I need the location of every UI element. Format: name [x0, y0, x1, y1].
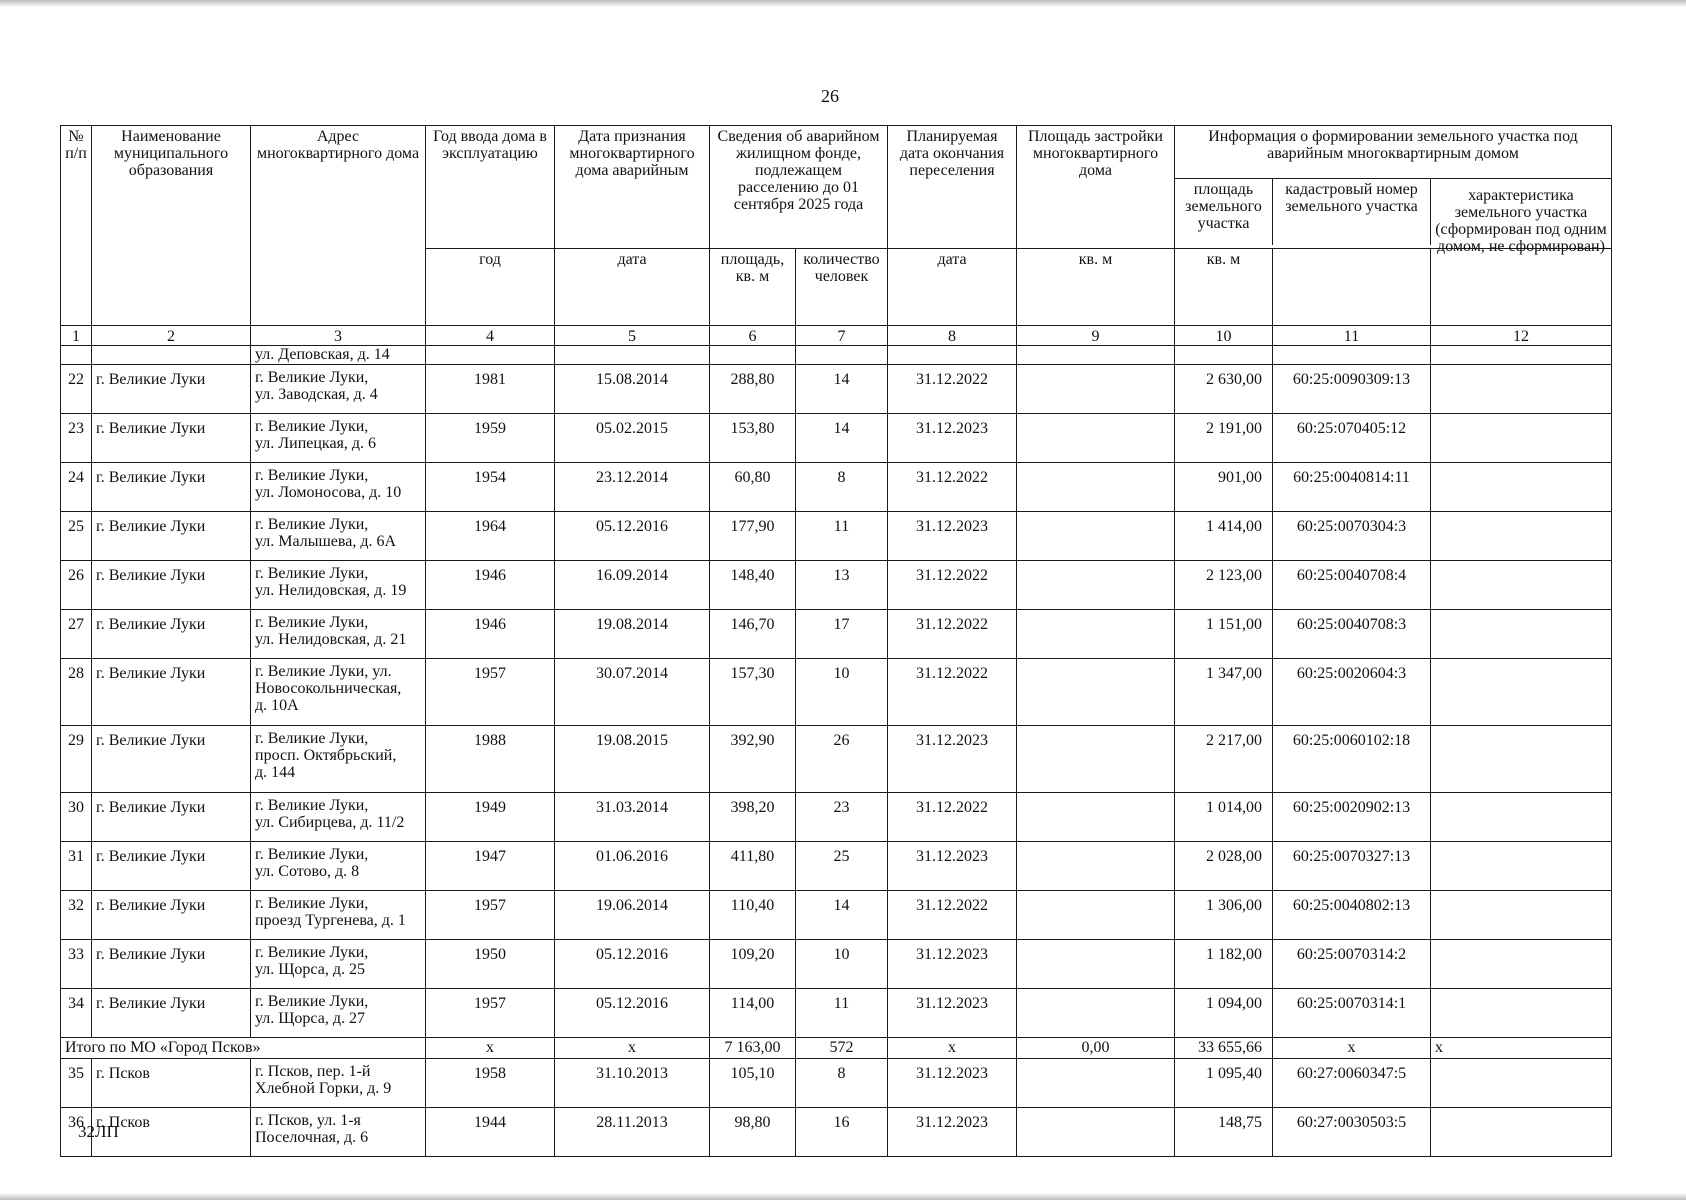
- row-building-area: [1017, 1059, 1175, 1108]
- row-people: 8: [796, 1059, 888, 1108]
- row-land-characteristic: [1431, 365, 1612, 414]
- row-planned-date: 31.12.2023: [888, 1108, 1017, 1157]
- row-emergency-date: 30.07.2014: [555, 659, 710, 726]
- row-number: 27: [61, 610, 92, 659]
- table-row: [61, 659, 1612, 726]
- row-municipality: г. Псков: [92, 1059, 251, 1108]
- table-row: [61, 512, 1612, 561]
- row-people: 10: [796, 659, 888, 726]
- unit-people: количество человек: [796, 249, 888, 326]
- address-line: просп. Октябрьский,: [255, 747, 397, 764]
- row-building-area: [1017, 842, 1175, 891]
- column-numbers-row: [61, 326, 1612, 346]
- row-number: 22: [61, 365, 92, 414]
- total-characteristic: x: [1431, 1038, 1612, 1059]
- row-land-area: 1 347,00: [1175, 659, 1273, 726]
- row-land-area: 2 217,00: [1175, 726, 1273, 793]
- row-people: 13: [796, 561, 888, 610]
- header-emergency-date: Дата признания многоквартирного дома аварийным: [555, 126, 710, 249]
- row-land-characteristic: [1431, 463, 1612, 512]
- row-building-area: [1017, 414, 1175, 463]
- row-planned-date: 31.12.2023: [888, 940, 1017, 989]
- row-municipality: г. Великие Луки: [92, 726, 251, 793]
- row-number: 28: [61, 659, 92, 726]
- table-row: [61, 989, 1612, 1038]
- unit-year: год: [426, 249, 555, 326]
- column-number: 8: [888, 326, 1017, 346]
- unit-date: дата: [555, 249, 710, 326]
- row-cadastral-number: 60:25:0040814:11: [1273, 463, 1431, 512]
- row-cadastral-number: 60:25:0070314:2: [1273, 940, 1431, 989]
- address-line: Поселочная, д. 6: [255, 1129, 369, 1146]
- unit-planned-date: дата: [888, 249, 1017, 326]
- address-line: г. Псков, пер. 1-й: [255, 1063, 371, 1080]
- row-building-area: [1017, 891, 1175, 940]
- continued-address: ул. Деповская, д. 14: [251, 346, 426, 365]
- row-area: 60,80: [710, 463, 796, 512]
- row-emergency-date: 05.12.2016: [555, 989, 710, 1038]
- table-row: [61, 891, 1612, 940]
- row-area: 177,90: [710, 512, 796, 561]
- address-line: д. 144: [255, 764, 296, 781]
- row-address: [251, 365, 426, 414]
- row-people: 23: [796, 793, 888, 842]
- row-area: 146,70: [710, 610, 796, 659]
- row-area: 157,30: [710, 659, 796, 726]
- row-address: [251, 463, 426, 512]
- header-commission-year: Год ввода дома в эксплуатацию: [426, 126, 555, 249]
- table-row: [61, 726, 1612, 793]
- row-area: 288,80: [710, 365, 796, 414]
- unit-land-area: кв. м: [1175, 249, 1273, 326]
- column-number: 12: [1431, 326, 1612, 346]
- address-line: проезд Тургенева, д. 1: [255, 912, 406, 929]
- row-address: [251, 940, 426, 989]
- column-number: 2: [92, 326, 251, 346]
- row-emergency-date: 31.03.2014: [555, 793, 710, 842]
- page-number: 26: [821, 86, 839, 106]
- row-year: 1944: [426, 1108, 555, 1157]
- address-line: г. Великие Луки,: [255, 730, 369, 747]
- row-cadastral-number: 60:25:070405:12: [1273, 414, 1431, 463]
- row-building-area: [1017, 610, 1175, 659]
- row-address: [251, 561, 426, 610]
- row-address: [251, 842, 426, 891]
- row-cadastral-number: 60:25:0020604:3: [1273, 659, 1431, 726]
- address-line: г. Великие Луки,: [255, 993, 369, 1010]
- emergency-housing-table: [60, 125, 1612, 1157]
- row-building-area: [1017, 1108, 1175, 1157]
- row-municipality: г. Великие Луки: [92, 659, 251, 726]
- row-municipality: г. Псков: [92, 1108, 251, 1157]
- row-emergency-date: 05.12.2016: [555, 512, 710, 561]
- row-emergency-date: 31.10.2013: [555, 1059, 710, 1108]
- column-number: 4: [426, 326, 555, 346]
- row-cadastral-number: 60:25:0060102:18: [1273, 726, 1431, 793]
- row-cadastral-number: 60:25:0090309:13: [1273, 365, 1431, 414]
- row-planned-date: 31.12.2022: [888, 793, 1017, 842]
- row-building-area: [1017, 512, 1175, 561]
- address-line: ул. Липецкая, д. 6: [255, 435, 377, 452]
- row-number: 24: [61, 463, 92, 512]
- column-number: 5: [555, 326, 710, 346]
- total-planned-date: x: [888, 1038, 1017, 1059]
- row-area: 114,00: [710, 989, 796, 1038]
- row-cadastral-number: 60:25:0040708:4: [1273, 561, 1431, 610]
- address-line: г. Великие Луки,: [255, 467, 369, 484]
- row-planned-date: 31.12.2023: [888, 414, 1017, 463]
- row-area: 110,40: [710, 891, 796, 940]
- row-land-area: 148,75: [1175, 1108, 1273, 1157]
- row-municipality: г. Великие Луки: [92, 365, 251, 414]
- row-cadastral-number: 60:27:0060347:5: [1273, 1059, 1431, 1108]
- row-land-area: 901,00: [1175, 463, 1273, 512]
- row-land-characteristic: [1431, 891, 1612, 940]
- row-land-characteristic: [1431, 989, 1612, 1038]
- header-land-characteristic-text: характеристика земельного участка (сформирован под одним домом, не сформирован): [1431, 249, 1612, 326]
- address-line: г. Великие Луки,: [255, 846, 369, 863]
- row-year: 1946: [426, 561, 555, 610]
- row-municipality: г. Великие Луки: [92, 463, 251, 512]
- scan-edge-bottom: [0, 1194, 1686, 1200]
- header-cadastral-number: кадастровый номер земельного участка: [1273, 179, 1431, 245]
- header-land-info-title: Информация о формировании земельного участка под аварийным многоквартирным домом: [1208, 128, 1578, 162]
- row-number: 25: [61, 512, 92, 561]
- row-year: 1981: [426, 365, 555, 414]
- address-line: Хлебной Горки, д. 9: [255, 1080, 392, 1097]
- table-row: [61, 610, 1612, 659]
- column-number: 9: [1017, 326, 1175, 346]
- row-building-area: [1017, 561, 1175, 610]
- column-number: 1: [61, 326, 92, 346]
- address-line: г. Великие Луки, ул.: [255, 663, 392, 680]
- row-area: 148,40: [710, 561, 796, 610]
- row-municipality: г. Великие Луки: [92, 891, 251, 940]
- row-address: [251, 1059, 426, 1108]
- table-row: [61, 940, 1612, 989]
- row-year: 1946: [426, 610, 555, 659]
- table-row: [61, 414, 1612, 463]
- column-number: 11: [1273, 326, 1431, 346]
- row-land-characteristic: [1431, 659, 1612, 726]
- total-area: 7 163,00: [710, 1038, 796, 1059]
- address-line: ул. Щорса, д. 25: [255, 961, 365, 978]
- row-year: 1949: [426, 793, 555, 842]
- total-label: Итого по МО «Город Псков»: [61, 1038, 426, 1059]
- row-planned-date: 31.12.2022: [888, 365, 1017, 414]
- total-building-area: 0,00: [1017, 1038, 1175, 1059]
- row-emergency-date: 19.06.2014: [555, 891, 710, 940]
- row-number: 33: [61, 940, 92, 989]
- row-municipality: г. Великие Луки: [92, 842, 251, 891]
- row-land-area: 2 191,00: [1175, 414, 1273, 463]
- address-line: г. Великие Луки,: [255, 418, 369, 435]
- address-line: г. Великие Луки,: [255, 369, 369, 386]
- row-building-area: [1017, 726, 1175, 793]
- row-address: [251, 659, 426, 726]
- row-year: 1964: [426, 512, 555, 561]
- header-planned-date: Планируемая дата окончания переселения: [888, 126, 1017, 249]
- address-line: ул. Ломоносова, д. 10: [255, 484, 402, 501]
- row-land-characteristic: [1431, 1108, 1612, 1157]
- address-line: г. Великие Луки,: [255, 944, 369, 961]
- row-building-area: [1017, 940, 1175, 989]
- row-emergency-date: 01.06.2016: [555, 842, 710, 891]
- row-planned-date: 31.12.2022: [888, 463, 1017, 512]
- row-number: 23: [61, 414, 92, 463]
- row-cadastral-number: 60:25:0070327:13: [1273, 842, 1431, 891]
- row-area: 153,80: [710, 414, 796, 463]
- row-area: 392,90: [710, 726, 796, 793]
- row-number: 26: [61, 561, 92, 610]
- table-row: [61, 561, 1612, 610]
- row-year: 1950: [426, 940, 555, 989]
- total-people: 572: [796, 1038, 888, 1059]
- address-line: ул. Заводская, д. 4: [255, 386, 378, 403]
- row-cadastral-number: 60:25:0040708:3: [1273, 610, 1431, 659]
- row-cadastral-number: 60:25:0070304:3: [1273, 512, 1431, 561]
- row-emergency-date: 19.08.2014: [555, 610, 710, 659]
- address-line: ул. Нелидовская, д. 19: [255, 582, 407, 599]
- column-number: 10: [1175, 326, 1273, 346]
- row-municipality: г. Великие Луки: [92, 610, 251, 659]
- row-building-area: [1017, 463, 1175, 512]
- row-people: 17: [796, 610, 888, 659]
- row-municipality: г. Великие Луки: [92, 561, 251, 610]
- row-municipality: г. Великие Луки: [92, 940, 251, 989]
- continued-row: [61, 346, 1612, 365]
- row-number: 35: [61, 1059, 92, 1108]
- row-land-area: 2 028,00: [1175, 842, 1273, 891]
- row-planned-date: 31.12.2022: [888, 610, 1017, 659]
- address-line: г. Великие Луки,: [255, 614, 369, 631]
- table-row: [61, 463, 1612, 512]
- address-line: ул. Щорса, д. 27: [255, 1010, 365, 1027]
- row-people: 25: [796, 842, 888, 891]
- row-address: [251, 989, 426, 1038]
- row-year: 1957: [426, 659, 555, 726]
- row-people: 11: [796, 989, 888, 1038]
- address-line: ул. Нелидовская, д. 21: [255, 631, 407, 648]
- row-people: 14: [796, 414, 888, 463]
- row-address: [251, 610, 426, 659]
- table-row: [61, 842, 1612, 891]
- scan-edge-top: [0, 0, 1686, 6]
- row-number: 34: [61, 989, 92, 1038]
- header-land-area: площадь земельного участка: [1175, 179, 1273, 245]
- row-emergency-date: 05.12.2016: [555, 940, 710, 989]
- row-cadastral-number: 60:25:0040802:13: [1273, 891, 1431, 940]
- row-emergency-date: 23.12.2014: [555, 463, 710, 512]
- row-land-characteristic: [1431, 610, 1612, 659]
- column-number: 3: [251, 326, 426, 346]
- address-line: ул. Сибирцева, д. 11/2: [255, 814, 405, 831]
- total-row: [61, 1038, 1612, 1059]
- row-number: 31: [61, 842, 92, 891]
- row-municipality: г. Великие Луки: [92, 989, 251, 1038]
- row-emergency-date: 16.09.2014: [555, 561, 710, 610]
- total-year: x: [426, 1038, 555, 1059]
- row-land-characteristic: [1431, 1059, 1612, 1108]
- table-row: [61, 1059, 1612, 1108]
- row-cadastral-number: 60:27:0030503:5: [1273, 1108, 1431, 1157]
- row-area: 411,80: [710, 842, 796, 891]
- row-building-area: [1017, 659, 1175, 726]
- row-land-characteristic: [1431, 940, 1612, 989]
- row-area: 105,10: [710, 1059, 796, 1108]
- row-land-area: 1 094,00: [1175, 989, 1273, 1038]
- row-emergency-date: 15.08.2014: [555, 365, 710, 414]
- row-people: 16: [796, 1108, 888, 1157]
- row-people: 14: [796, 365, 888, 414]
- row-cadastral-number: 60:25:0070314:1: [1273, 989, 1431, 1038]
- unit-building-area: кв. м: [1017, 249, 1175, 326]
- row-emergency-date: 28.11.2013: [555, 1108, 710, 1157]
- row-planned-date: 31.12.2023: [888, 512, 1017, 561]
- address-line: г. Великие Луки,: [255, 565, 369, 582]
- row-people: 14: [796, 891, 888, 940]
- column-number: 7: [796, 326, 888, 346]
- row-address: [251, 793, 426, 842]
- row-municipality: г. Великие Луки: [92, 414, 251, 463]
- row-people: 10: [796, 940, 888, 989]
- row-number: 30: [61, 793, 92, 842]
- row-number: 36: [61, 1108, 92, 1157]
- row-land-characteristic: [1431, 414, 1612, 463]
- header-housing-info: Сведения об аварийном жилищном фонде, подлежащем расселению до 01 сентября 2025 года: [710, 126, 888, 249]
- table-row: [61, 793, 1612, 842]
- table-body: [61, 346, 1612, 1157]
- column-number: 6: [710, 326, 796, 346]
- row-planned-date: 31.12.2022: [888, 659, 1017, 726]
- row-building-area: [1017, 989, 1175, 1038]
- row-year: 1988: [426, 726, 555, 793]
- row-municipality: г. Великие Луки: [92, 512, 251, 561]
- footer-code: 32ЛП: [78, 1122, 119, 1141]
- row-area: 398,20: [710, 793, 796, 842]
- table-row: [61, 1108, 1612, 1157]
- row-planned-date: 31.12.2023: [888, 1059, 1017, 1108]
- row-emergency-date: 05.02.2015: [555, 414, 710, 463]
- row-land-area: 1 095,40: [1175, 1059, 1273, 1108]
- row-land-characteristic: [1431, 726, 1612, 793]
- row-planned-date: 31.12.2022: [888, 891, 1017, 940]
- row-municipality: г. Великие Луки: [92, 793, 251, 842]
- header-address: Адрес многоквартирного дома: [251, 126, 426, 326]
- row-cadastral-number: 60:25:0020902:13: [1273, 793, 1431, 842]
- address-line: г. Великие Луки,: [255, 516, 369, 533]
- row-address: [251, 414, 426, 463]
- row-number: 29: [61, 726, 92, 793]
- total-cadastral: x: [1273, 1038, 1431, 1059]
- address-line: д. 10А: [255, 697, 299, 714]
- address-line: ул. Сотово, д. 8: [255, 863, 360, 880]
- row-year: 1957: [426, 891, 555, 940]
- row-number: 32: [61, 891, 92, 940]
- row-land-area: 2 123,00: [1175, 561, 1273, 610]
- row-planned-date: 31.12.2023: [888, 726, 1017, 793]
- row-area: 109,20: [710, 940, 796, 989]
- unit-area: площадь, кв. м: [710, 249, 796, 326]
- address-line: г. Великие Луки,: [255, 797, 369, 814]
- row-year: 1957: [426, 989, 555, 1038]
- address-line: ул. Малышева, д. 6А: [255, 533, 397, 550]
- row-address: [251, 891, 426, 940]
- header-number: № п/п: [61, 126, 92, 326]
- total-land-area: 33 655,66: [1175, 1038, 1273, 1059]
- row-building-area: [1017, 793, 1175, 842]
- row-building-area: [1017, 365, 1175, 414]
- total-date: x: [555, 1038, 710, 1059]
- row-land-area: 1 182,00: [1175, 940, 1273, 989]
- row-land-characteristic: [1431, 561, 1612, 610]
- row-planned-date: 31.12.2023: [888, 989, 1017, 1038]
- row-land-area: 1 414,00: [1175, 512, 1273, 561]
- row-people: 11: [796, 512, 888, 561]
- row-land-area: 2 630,00: [1175, 365, 1273, 414]
- row-land-characteristic: [1431, 793, 1612, 842]
- row-emergency-date: 19.08.2015: [555, 726, 710, 793]
- table-row: [61, 365, 1612, 414]
- address-line: Новосокольническая,: [255, 680, 402, 697]
- row-people: 8: [796, 463, 888, 512]
- row-year: 1958: [426, 1059, 555, 1108]
- row-year: 1959: [426, 414, 555, 463]
- row-land-area: 1 306,00: [1175, 891, 1273, 940]
- address-line: г. Великие Луки,: [255, 895, 369, 912]
- row-address: [251, 1108, 426, 1157]
- row-land-area: 1 014,00: [1175, 793, 1273, 842]
- row-land-characteristic: [1431, 842, 1612, 891]
- row-people: 26: [796, 726, 888, 793]
- row-planned-date: 31.12.2023: [888, 842, 1017, 891]
- row-area: 98,80: [710, 1108, 796, 1157]
- header-building-area: Площадь застройки многоквартирного дома: [1017, 126, 1175, 249]
- row-planned-date: 31.12.2022: [888, 561, 1017, 610]
- row-land-characteristic: [1431, 512, 1612, 561]
- row-address: [251, 726, 426, 793]
- row-land-area: 1 151,00: [1175, 610, 1273, 659]
- address-line: г. Псков, ул. 1-я: [255, 1112, 361, 1129]
- row-year: 1954: [426, 463, 555, 512]
- row-address: [251, 512, 426, 561]
- row-year: 1947: [426, 842, 555, 891]
- header-municipality: Наименование муниципального образования: [92, 126, 251, 326]
